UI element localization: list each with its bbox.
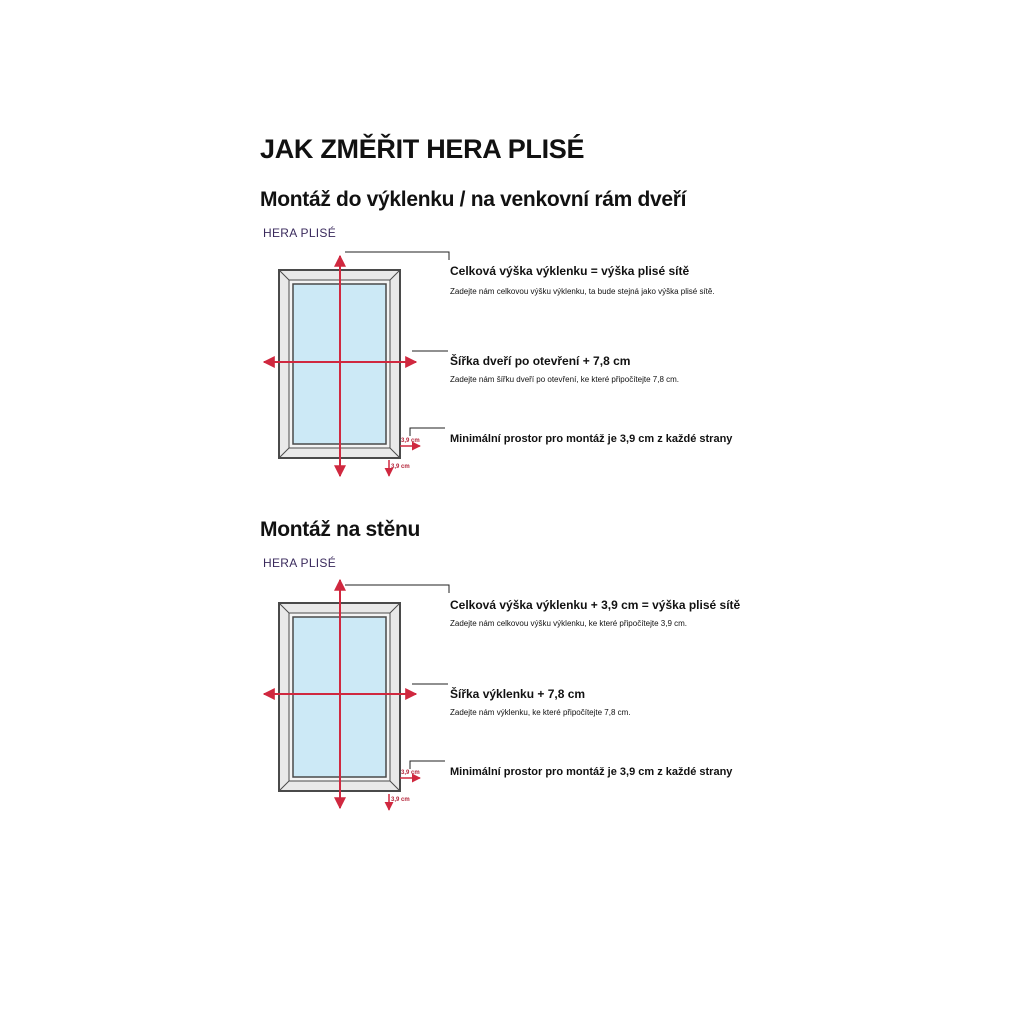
width-description: Zadejte nám výklenku, ke které připočítejte 7,8 cm. xyxy=(450,708,631,717)
section-recess-mount xyxy=(0,188,1024,518)
height-label: Celková výška výklenku + 3,9 cm = výška plisé sítě xyxy=(450,598,741,612)
height-description: Zadejte nám celkovou výšku výklenku, ta bude stejná jako výška plisé sítě. xyxy=(450,287,715,296)
width-label: Šířka výklenku + 7,8 cm xyxy=(450,687,586,701)
width-label: Šířka dveří po otevření + 7,8 cm xyxy=(450,354,631,368)
dim-bottom-label: 3,9 cm xyxy=(391,797,410,803)
window-diagram xyxy=(0,518,1024,848)
min-space-note: Minimální prostor pro montáž je 3,9 cm z každé strany xyxy=(450,766,733,778)
width-description: Zadejte nám šířku dveří po otevření, ke které připočítejte 7,8 cm. xyxy=(450,375,679,384)
section-title: Montáž do výklenku / na venkovní rám dveří xyxy=(260,188,687,211)
section-subtitle: HERA PLISÉ xyxy=(263,556,337,570)
leader-min xyxy=(410,428,445,436)
dim-bottom-label: 3,9 cm xyxy=(391,464,410,470)
section-wall-mount xyxy=(0,518,1024,848)
height-description: Zadejte nám celkovou výšku výklenku, ke které připočítejte 3,9 cm. xyxy=(450,619,687,628)
dim-right-label: 3,9 cm xyxy=(401,438,420,444)
page-title: JAK ZMĚŘIT HERA PLISÉ xyxy=(260,134,585,164)
leader-min xyxy=(410,761,445,769)
section-subtitle: HERA PLISÉ xyxy=(263,226,337,240)
leader-height xyxy=(345,252,449,260)
height-label: Celková výška výklenku = výška plisé sítě xyxy=(450,264,690,278)
leader-height xyxy=(345,585,449,593)
section-title: Montáž na stěnu xyxy=(260,518,421,541)
window-diagram xyxy=(0,188,1024,518)
min-space-note: Minimální prostor pro montáž je 3,9 cm z každé strany xyxy=(450,433,733,445)
dim-right-label: 3,9 cm xyxy=(401,770,420,776)
